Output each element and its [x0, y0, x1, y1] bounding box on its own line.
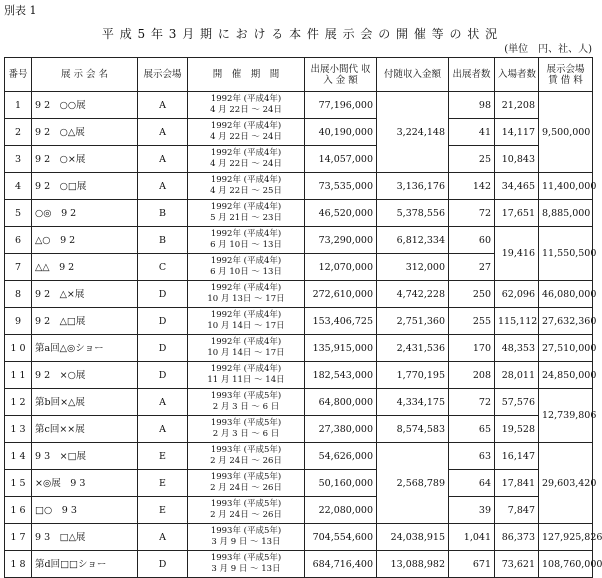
period	[188, 146, 305, 173]
table-row	[5, 362, 593, 389]
exhibition-name: 9 2 ○□展	[32, 173, 138, 200]
booth-income: 46,520,000	[305, 200, 377, 227]
header-visitors: 入場者数	[495, 58, 539, 92]
period-dates: 5 月 21日 ～ 23日	[210, 213, 282, 223]
exhibitor-count: 41	[449, 119, 495, 146]
booth-income: 704,554,600	[305, 524, 377, 551]
exhibition-name: 9 2 △×展	[32, 281, 138, 308]
row-number: 4	[5, 173, 32, 200]
hall-rent: 127,925,826	[539, 524, 593, 551]
exhibition-name: △△ 9 2	[32, 254, 138, 281]
venue: E	[138, 443, 188, 470]
period-year: 1993年 (平成5年)	[210, 499, 282, 509]
period	[188, 470, 305, 497]
unit-note: (単位 円、社、人)	[504, 44, 592, 55]
table-row	[5, 443, 593, 470]
booth-income: 272,610,000	[305, 281, 377, 308]
period-year: 1992年 (平成4年)	[210, 337, 282, 347]
row-number: 1 0	[5, 335, 32, 362]
exhibition-name: 9 2 ○×展	[32, 146, 138, 173]
period-year: 1992年 (平成4年)	[210, 229, 282, 239]
period-year: 1993年 (平成5年)	[210, 445, 282, 455]
table-row	[5, 281, 593, 308]
row-number: 1 8	[5, 551, 32, 578]
header-extra-income: 付随収入金額	[377, 58, 449, 92]
period-dates: 3 月 9 日 ～ 13日	[211, 537, 281, 547]
hall-rent: 29,603,420	[539, 443, 593, 524]
row-number: 8	[5, 281, 32, 308]
period-year: 1992年 (平成4年)	[210, 94, 282, 104]
header-hall-rent: 展示会場 賃 借 料	[539, 58, 593, 92]
hall-rent: 27,632,360	[539, 308, 593, 335]
booth-income: 14,057,000	[305, 146, 377, 173]
hall-rent: 46,080,000	[539, 281, 593, 308]
period-dates: 2 月 24日 ～ 26日	[210, 510, 282, 520]
booth-income: 135,915,000	[305, 335, 377, 362]
header-name: 展 示 会 名	[32, 58, 138, 92]
period-dates: 10 月 14日 ～ 17日	[207, 348, 285, 358]
period	[188, 281, 305, 308]
venue: E	[138, 470, 188, 497]
table-row	[5, 308, 593, 335]
venue: A	[138, 389, 188, 416]
period	[188, 524, 305, 551]
exhibition-name: 9 2 ×○展	[32, 362, 138, 389]
exhibition-name: ○◎ 9 2	[32, 200, 138, 227]
period-dates: 2 月 24日 ～ 26日	[210, 456, 282, 466]
row-number: 5	[5, 200, 32, 227]
visitor-count: 73,621	[495, 551, 539, 578]
period-dates: 6 月 10日 ～ 13日	[210, 267, 282, 277]
row-number: 2	[5, 119, 32, 146]
extra-income: 312,000	[377, 254, 449, 281]
exhibition-name: 第a回△◎ショー	[32, 335, 138, 362]
period	[188, 200, 305, 227]
table-row	[5, 416, 593, 443]
row-number: 9	[5, 308, 32, 335]
visitor-count: 17,651	[495, 200, 539, 227]
venue: A	[138, 173, 188, 200]
period	[188, 227, 305, 254]
period-year: 1992年 (平成4年)	[210, 175, 282, 185]
extra-income: 2,751,360	[377, 308, 449, 335]
venue: D	[138, 362, 188, 389]
period-year: 1992年 (平成4年)	[210, 121, 282, 131]
period-year: 1993年 (平成5年)	[210, 391, 282, 401]
extra-income: 2,431,536	[377, 335, 449, 362]
booth-income: 50,160,000	[305, 470, 377, 497]
extra-income: 8,574,583	[377, 416, 449, 443]
booth-income: 73,290,000	[305, 227, 377, 254]
visitor-count: 28,011	[495, 362, 539, 389]
table-row	[5, 551, 593, 578]
venue: B	[138, 200, 188, 227]
period-dates: 4 月 22日 ～ 24日	[210, 159, 282, 169]
visitor-count: 10,843	[495, 146, 539, 173]
period	[188, 254, 305, 281]
row-number: 3	[5, 146, 32, 173]
period-dates: 4 月 22日 ～ 24日	[210, 132, 282, 142]
table-row	[5, 524, 593, 551]
exhibitor-count: 1,041	[449, 524, 495, 551]
exhibitor-count: 170	[449, 335, 495, 362]
visitor-count: 34,465	[495, 173, 539, 200]
exhibitor-count: 65	[449, 416, 495, 443]
row-number: 1 5	[5, 470, 32, 497]
table-body	[5, 92, 602, 578]
exhibitor-count: 72	[449, 200, 495, 227]
header-venue: 展示会場	[138, 58, 188, 92]
exhibitor-count: 39	[449, 497, 495, 524]
venue: A	[138, 146, 188, 173]
period-dates: 10 月 13日 ～ 17日	[207, 294, 285, 304]
visitor-count: 57,576	[495, 389, 539, 416]
exhibitor-count: 671	[449, 551, 495, 578]
hall-rent: 9,500,000	[539, 92, 593, 173]
exhibition-name: △○ 9 2	[32, 227, 138, 254]
hall-rent: 11,400,000	[539, 173, 593, 200]
booth-income: 40,190,000	[305, 119, 377, 146]
visitor-count: 48,353	[495, 335, 539, 362]
period	[188, 308, 305, 335]
visitor-count: 17,841	[495, 470, 539, 497]
period-year: 1992年 (平成4年)	[210, 202, 282, 212]
period-year: 1992年 (平成4年)	[210, 148, 282, 158]
hall-rent: 24,850,000	[539, 362, 593, 389]
venue: D	[138, 335, 188, 362]
row-number: 1 4	[5, 443, 32, 470]
annex-label: 別表 1	[4, 4, 37, 17]
period-dates: 10 月 14日 ～ 17日	[207, 321, 285, 331]
booth-income: 77,196,000	[305, 92, 377, 119]
venue: B	[138, 227, 188, 254]
row-number: 7	[5, 254, 32, 281]
visitor-count: 14,117	[495, 119, 539, 146]
exhibition-name: □○ 9 3	[32, 497, 138, 524]
period-year: 1993年 (平成5年)	[210, 553, 282, 563]
exhibition-name: 第c回××展	[32, 416, 138, 443]
header-period: 開 催 期 間	[188, 58, 305, 92]
venue: E	[138, 497, 188, 524]
header-row	[5, 58, 593, 92]
period-year: 1992年 (平成4年)	[210, 364, 282, 374]
header-no: 番号	[5, 58, 32, 92]
period	[188, 389, 305, 416]
period-year: 1993年 (平成5年)	[210, 418, 282, 428]
period	[188, 335, 305, 362]
period-year: 1993年 (平成5年)	[210, 526, 282, 536]
extra-income: 5,378,556	[377, 200, 449, 227]
table-row	[5, 173, 593, 200]
table-row	[5, 389, 593, 416]
extra-income: 3,224,148	[377, 92, 449, 173]
table-row	[5, 227, 593, 254]
hall-rent: 12,739,806	[539, 389, 593, 443]
visitor-count: 21,208	[495, 92, 539, 119]
exhibitor-count: 72	[449, 389, 495, 416]
exhibition-name: 9 2 ○△展	[32, 119, 138, 146]
table-row	[5, 119, 593, 146]
exhibition-name: 第d回□□ショー	[32, 551, 138, 578]
row-number: 1 1	[5, 362, 32, 389]
venue: D	[138, 281, 188, 308]
row-number: 1 2	[5, 389, 32, 416]
period-dates: 2 月 3 日 ～ 6 日	[212, 429, 280, 439]
exhibitor-count: 25	[449, 146, 495, 173]
header-exhibitors: 出展者数	[449, 58, 495, 92]
exhibitor-count: 255	[449, 308, 495, 335]
venue: A	[138, 92, 188, 119]
exhibitor-count: 142	[449, 173, 495, 200]
row-number: 1 7	[5, 524, 32, 551]
exhibition-name: 9 3 ×□展	[32, 443, 138, 470]
header-booth-income: 出展小間代 収 入 金 額	[305, 58, 377, 92]
exhibitor-count: 27	[449, 254, 495, 281]
venue: C	[138, 254, 188, 281]
table-row	[5, 497, 593, 524]
document-title: 平 成 5 年 3 月 期 に お け る 本 件 展 示 会 の 開 催 等 の 状 況	[101, 27, 499, 41]
exhibition-name: 9 3 □△展	[32, 524, 138, 551]
exhibition-name: ×◎展 9 3	[32, 470, 138, 497]
visitor-count: 62,096	[495, 281, 539, 308]
exhibitor-count: 60	[449, 227, 495, 254]
period	[188, 173, 305, 200]
booth-income: 27,380,000	[305, 416, 377, 443]
table-row	[5, 92, 593, 119]
booth-income: 73,535,000	[305, 173, 377, 200]
extra-income: 1,770,195	[377, 362, 449, 389]
table-row	[5, 146, 593, 173]
visitor-count: 19,416	[495, 227, 539, 281]
period	[188, 497, 305, 524]
extra-income: 3,136,176	[377, 173, 449, 200]
row-number: 1 3	[5, 416, 32, 443]
extra-income: 4,742,228	[377, 281, 449, 308]
period	[188, 551, 305, 578]
row-number: 1 6	[5, 497, 32, 524]
period-year: 1992年 (平成4年)	[210, 256, 282, 266]
period-dates: 6 月 10日 ～ 13日	[210, 240, 282, 250]
period-year: 1992年 (平成4年)	[210, 310, 282, 320]
booth-income: 12,070,000	[305, 254, 377, 281]
row-number: 6	[5, 227, 32, 254]
period	[188, 119, 305, 146]
visitor-count: 16,147	[495, 443, 539, 470]
extra-income: 2,568,789	[377, 443, 449, 524]
period-dates: 2 月 24日 ～ 26日	[210, 483, 282, 493]
booth-income: 64,800,000	[305, 389, 377, 416]
exhibitor-count: 250	[449, 281, 495, 308]
period-dates: 4 月 22日 ～ 25日	[210, 186, 282, 196]
visitor-count: 19,528	[495, 416, 539, 443]
visitor-count: 7,847	[495, 497, 539, 524]
extra-income: 6,812,334	[377, 227, 449, 254]
period	[188, 416, 305, 443]
visitor-count: 86,373	[495, 524, 539, 551]
hall-rent: 108,760,000	[539, 551, 593, 578]
period-dates: 11 月 11日 ～ 14日	[207, 375, 285, 385]
hall-rent: 27,510,000	[539, 335, 593, 362]
venue: D	[138, 551, 188, 578]
period	[188, 92, 305, 119]
table-row	[5, 200, 593, 227]
row-number: 1	[5, 92, 32, 119]
extra-income: 24,038,915	[377, 524, 449, 551]
venue: A	[138, 416, 188, 443]
venue: A	[138, 524, 188, 551]
period-year: 1993年 (平成5年)	[210, 472, 282, 482]
exhibitor-count: 208	[449, 362, 495, 389]
exhibition-table	[4, 57, 602, 578]
exhibition-name: 9 2 ○○展	[32, 92, 138, 119]
booth-income: 22,080,000	[305, 497, 377, 524]
venue: A	[138, 119, 188, 146]
venue: D	[138, 308, 188, 335]
exhibition-name: 9 2 △□展	[32, 308, 138, 335]
extra-income: 4,334,175	[377, 389, 449, 416]
period-dates: 4 月 22日 ～ 24日	[210, 105, 282, 115]
table-row	[5, 470, 593, 497]
exhibition-name: 第b回×△展	[32, 389, 138, 416]
hall-rent: 11,550,500	[539, 227, 593, 281]
period-year: 1992年 (平成4年)	[210, 283, 282, 293]
booth-income: 684,716,400	[305, 551, 377, 578]
booth-income: 182,543,000	[305, 362, 377, 389]
exhibitor-count: 63	[449, 443, 495, 470]
period-dates: 3 月 9 日 ～ 13日	[211, 564, 281, 574]
period	[188, 443, 305, 470]
table-row	[5, 335, 593, 362]
exhibitor-count: 98	[449, 92, 495, 119]
visitor-count: 115,112	[495, 308, 539, 335]
booth-income: 153,406,725	[305, 308, 377, 335]
extra-income: 13,088,982	[377, 551, 449, 578]
period	[188, 362, 305, 389]
exhibitor-count: 64	[449, 470, 495, 497]
booth-income: 54,626,000	[305, 443, 377, 470]
period-dates: 2 月 3 日 ～ 6 日	[212, 402, 280, 412]
hall-rent: 8,885,000	[539, 200, 593, 227]
